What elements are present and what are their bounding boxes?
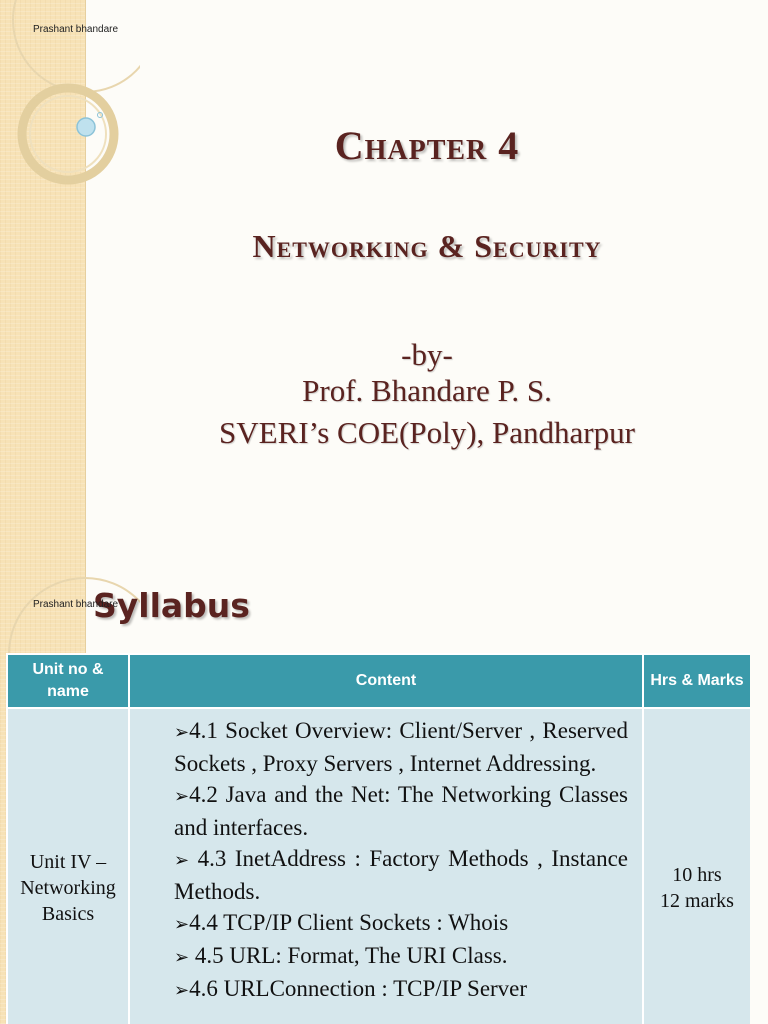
unit-line: Unit IV – (29, 850, 107, 873)
list-item (174, 843, 628, 907)
content-cell (129, 708, 643, 1024)
table-row (7, 708, 750, 1024)
chapter-subtitle: Networking & Security (252, 228, 602, 264)
list-item (174, 907, 628, 940)
content-text: 4.2 Java and the Net: The Networking Classes and interfaces. (174, 782, 628, 840)
unit-line: Basics (41, 902, 95, 925)
arrowhead-bullet-icon: ➢ (174, 786, 190, 807)
unit-cell (7, 708, 129, 1024)
chapter-title: Chapter 4 (334, 123, 520, 168)
list-item (174, 940, 628, 973)
content-text: 4.4 TCP/IP Client Sockets : Whois (189, 910, 509, 935)
unit-line: Networking (20, 876, 116, 899)
by-label: -by- (401, 337, 453, 372)
hours-value: 10 hrs (672, 863, 722, 886)
content-text: 4.3 InetAddress : Factory Methods , Instance Methods. (174, 846, 628, 904)
content-overflow-spacer (174, 1006, 628, 1024)
arrowhead-bullet-icon: ➢ (174, 980, 190, 1001)
professor-name: Prof. Bhandare P. S. (302, 373, 552, 408)
content-text: 4.6 URLConnection : TCP/IP Server (189, 976, 528, 1001)
syllabus-table-wrapper (6, 653, 750, 1024)
header-hrs-marks: Hrs & Marks (643, 654, 750, 708)
table-header-row (7, 654, 750, 708)
content-text: 4.5 URL: Format, The URI Class. (189, 943, 508, 968)
header-content: Content (129, 654, 643, 708)
header-unit: Unit no & name (7, 654, 129, 708)
list-item (174, 973, 628, 1006)
syllabus-table (6, 653, 750, 1024)
content-text: 4.1 Socket Overview: Client/Server , Reserved Sockets , Proxy Servers , Internet Addressing. (174, 718, 628, 776)
arrowhead-bullet-icon: ➢ (174, 722, 190, 743)
syllabus-heading: Syllabus (93, 586, 250, 625)
arrowhead-bullet-icon: ➢ (174, 914, 190, 935)
college-name: SVERI’s COE(Poly), Pandharpur (219, 415, 635, 450)
marks-value: 12 marks (660, 889, 734, 912)
hrs-marks-cell (643, 708, 750, 1024)
arrowhead-bullet-icon: ➢ (174, 850, 190, 871)
author-tag: Prashant bhandare (33, 24, 119, 35)
list-item (174, 715, 628, 779)
list-item (174, 779, 628, 843)
author-tag: Prashant bhandare (33, 599, 119, 610)
arrowhead-bullet-icon: ➢ (174, 947, 190, 968)
